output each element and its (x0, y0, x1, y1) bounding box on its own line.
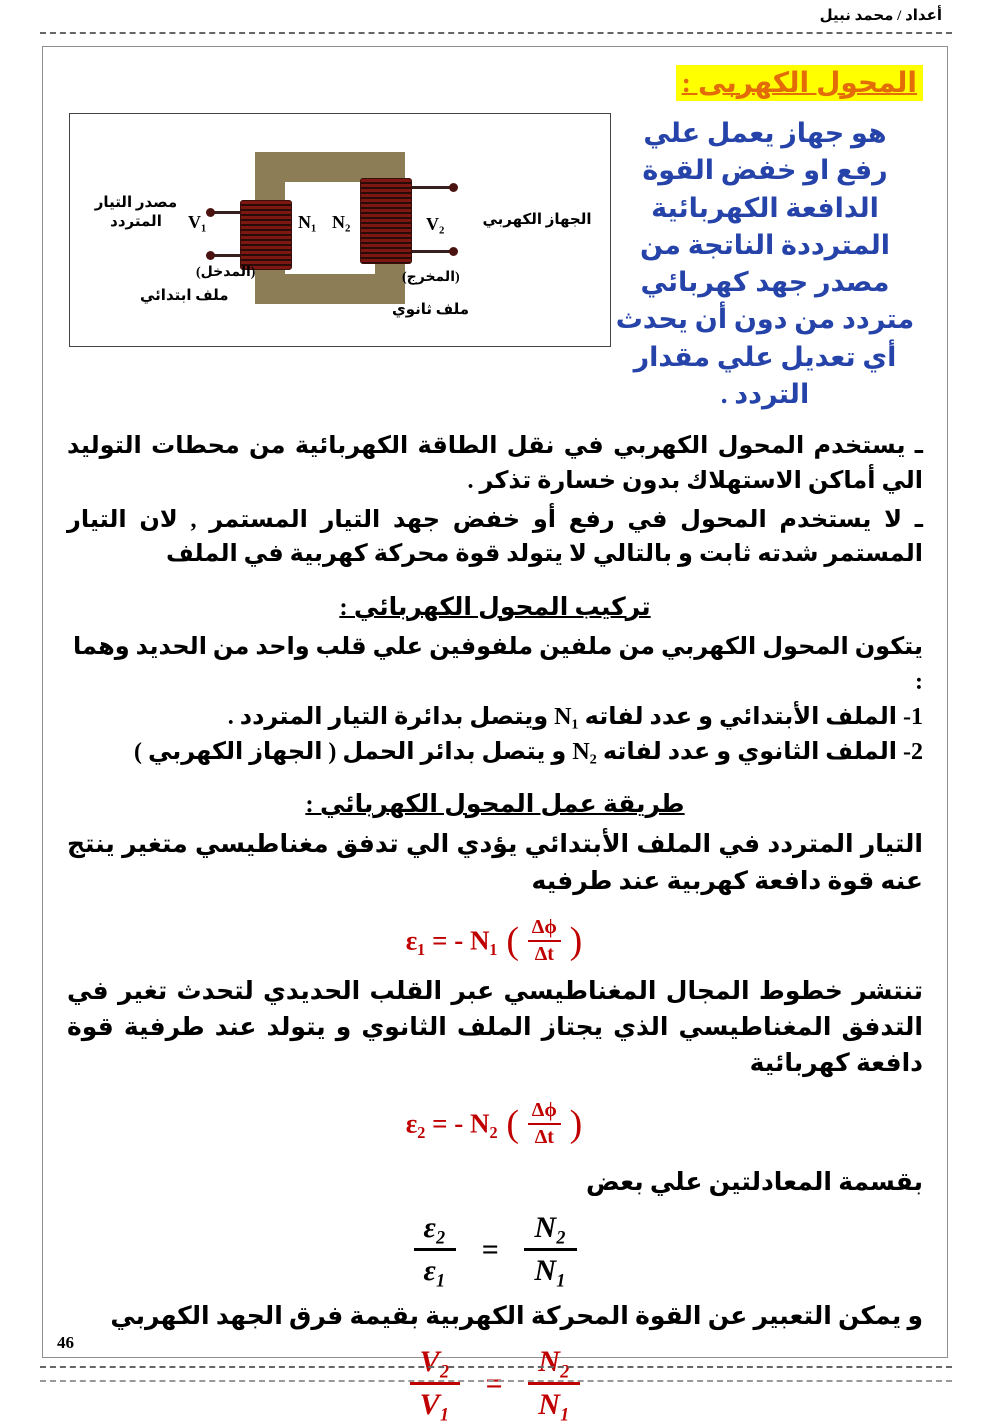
secondary-wire-bottom (410, 250, 452, 253)
usage-point-1: ـ يستخدم المحول الكهربي في نقل الطاقة الكهربائية من محطات التوليد الي أماكن الاستهلاك بدون خسارة تذكر . (67, 433, 923, 494)
voltage-expression-text: و يمكن التعبير عن القوة المحركة الكهربية بقيمة فرق الجهد الكهربي (110, 1302, 923, 1330)
usage-point-2: ـ لا يستخدم المحول في رفع أو خفض جهد التيار المستمر , لان التيار المستمر شدته ثابت و بالتالي لا يتولد قوة محركة كهربية في الملف (67, 506, 923, 568)
eq1-close-paren: ) (569, 919, 583, 962)
eq3-right-numerator: N₂ (524, 1211, 576, 1252)
eq2-open-paren: ( (506, 1102, 520, 1145)
top-section (67, 113, 923, 413)
device-label: الجهاز الكهربي (482, 212, 592, 228)
v2-label: V₂ (426, 214, 445, 234)
input-label: (المدخل) (196, 265, 256, 280)
operation-paragraph-2: تنتشر خطوط المجال المغناطيسي عبر القلب الحديدي لتحدث تغير في التدفق المغناطيسي الذي يجتاز الملف الثانوي و يتولد عند طرفية قوة دافعة كهربائية (67, 977, 923, 1078)
eq3-equals-sign: = (481, 1232, 499, 1266)
emf-ratio-right-fraction (524, 1211, 576, 1289)
v1-label: V₁ (188, 212, 207, 232)
primary-wire-top (212, 211, 242, 214)
eq4-right-numerator: N₂ (528, 1345, 580, 1386)
operation-section-heading: طريقة عمل المحول الكهربائي : (305, 791, 685, 819)
eq1-expression: ε₁ = - N₁ (405, 925, 498, 956)
eq3-left-denominator: ε₁ (423, 1254, 447, 1288)
eq3-right-denominator: N₁ (534, 1254, 567, 1288)
emf-ratio-left-fraction (414, 1211, 457, 1289)
top-dashed-rule (40, 32, 952, 34)
equation-voltage-ratio (67, 1345, 923, 1423)
bottom-dashed-rule (40, 1366, 952, 1368)
eq3-left-numerator: ε₂ (414, 1211, 457, 1252)
output-label: (المخرج) (402, 270, 460, 285)
secondary-wire-top (410, 186, 452, 189)
n1-label: N₁ (298, 212, 317, 232)
eq4-left-numerator: V₂ (410, 1345, 460, 1386)
eq1-fraction (528, 916, 561, 966)
operation-paragraph-1: التيار المتردد في الملف الأبتدائي يؤدي الي تدفق مغناطيسي متغير ينتج عنه قوة دافعة كهربية عند طرفيه (67, 831, 923, 895)
bottom-dashed-rule-2 (40, 1380, 952, 1382)
secondary-terminal-bottom (449, 247, 458, 256)
transformer-figure (69, 113, 611, 347)
primary-wire-bottom (212, 254, 242, 257)
n2-label: N₂ (332, 212, 351, 232)
eq4-equals-sign: = (485, 1366, 503, 1400)
secondary-terminal-top (449, 183, 458, 192)
transformer-definition: هو جهاز يعمل علي رفع او خفض القوة الدافعة الكهربائية المترددة الناتجة من مصدر جهد كهربائي متردد من دون أن يحدث أي تعديل علي مقدار التردد . (615, 118, 915, 409)
equation-emf-secondary (67, 1099, 923, 1149)
page-number: 46 (57, 1333, 74, 1352)
page-title: المحول الكهربى : (676, 65, 923, 101)
ac-source-label-line1: مصدر التيار (94, 195, 178, 211)
equation-emf-ratio (67, 1211, 923, 1289)
equation-emf-primary (67, 916, 923, 966)
eq2-denominator: Δt (534, 1125, 554, 1148)
eq2-fraction (528, 1099, 561, 1149)
divide-equations-text: بقسمة المعادلتين علي بعض (585, 1168, 923, 1196)
prepared-by-text: أعداد / محمد نبيل (819, 8, 942, 24)
structure-item-secondary: 2- الملف الثانوي و عدد لفاته N₂ و يتصل بدائر الحمل ( الجهاز الكهربي ) (133, 738, 923, 765)
structure-section-heading: تركيب المحول الكهربائي : (339, 594, 651, 622)
voltage-ratio-right-fraction (528, 1345, 580, 1423)
title-row (67, 65, 923, 101)
secondary-coil (360, 178, 412, 264)
primary-terminal-top (206, 208, 215, 217)
eq2-numerator: Δϕ (528, 1099, 561, 1125)
eq4-right-denominator: N₁ (538, 1388, 571, 1422)
eq2-close-paren: ) (569, 1102, 583, 1145)
ac-source-label-line2: المتردد (110, 213, 162, 230)
page-frame (42, 46, 948, 1422)
eq2-expression: ε₂ = - N₂ (405, 1108, 498, 1139)
secondary-coil-label: ملف ثانوي (392, 302, 470, 318)
eq1-open-paren: ( (506, 919, 520, 962)
structure-intro: يتكون المحول الكهربي من ملفين ملفوفين علي قلب واحد من الحديد وهما : (72, 634, 923, 695)
primary-coil-label: ملف ابتدائي (140, 288, 229, 304)
ac-source-label (84, 194, 188, 232)
primary-coil (240, 200, 292, 270)
eq1-numerator: Δϕ (528, 916, 561, 942)
eq4-left-denominator: V₁ (419, 1388, 451, 1422)
prepared-by-header (820, 6, 942, 25)
eq1-denominator: Δt (534, 942, 554, 965)
voltage-ratio-left-fraction (410, 1345, 460, 1423)
primary-terminal-bottom (206, 251, 215, 260)
structure-item-primary: 1- الملف الأبتدائي و عدد لفاته N₁ ويتصل بدائرة التيار المتردد . (227, 703, 923, 730)
